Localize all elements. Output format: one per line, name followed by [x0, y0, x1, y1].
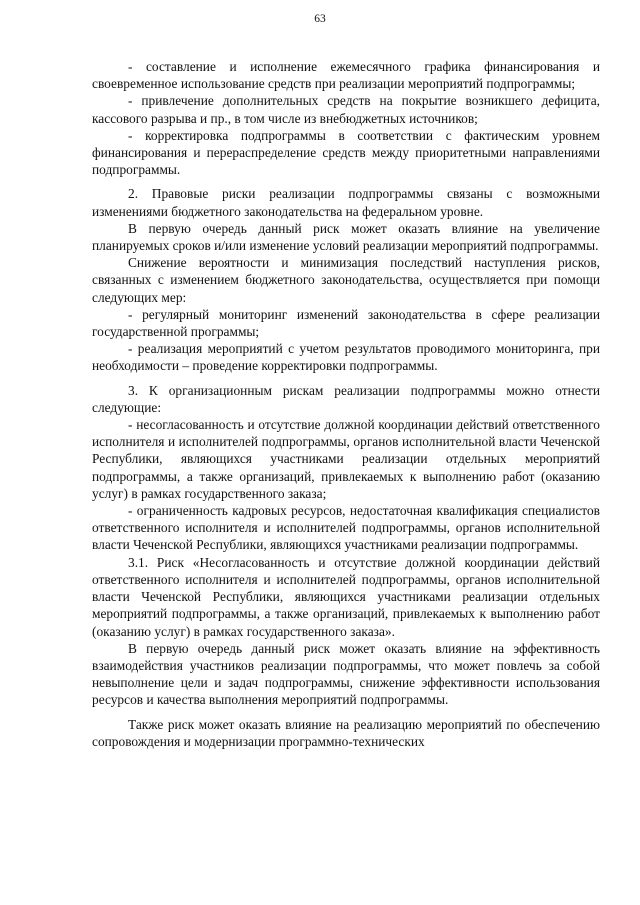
paragraph-risk-3-1-impact: В первую очередь данный риск может оказать влияние на эффективность взаимодействия участников реализации подпрограммы, что может повлечь за собой невыполнение цели и задач подпрограммы, снижение эффективности использования ресурсов и качества выполнения мероприятий подпрограммы. [92, 640, 600, 708]
bullet-legislation-monitoring: - регулярный мониторинг изменений законодательства в сфере реализации государственной программы; [92, 306, 600, 340]
paragraph-risk-3-1-additional: Также риск может оказать влияние на реализацию мероприятий по обеспечению сопровождения и модернизации программно-технических [92, 716, 600, 749]
paragraph-legal-risk-mitigation: Снижение вероятности и минимизация последствий наступления рисков, связанных с изменением бюджетного законодательства, осуществляется при помощи следующих мер: [92, 255, 600, 305]
bullet-monitoring-implementation: - реализация мероприятий с учетом результатов проводимого мониторинга, при необходимости – проведение корректировки подпрограммы. [92, 341, 600, 374]
bullet-coordination-lack: - несогласованность и отсутствие должной координации действий ответственного исполнителя и исполнителей подпрограммы, органов исполнительной власти Чеченской Республики, являющихся участниками реализации отдельных мероприятий подпрограммы, а также организаций, привлекаемых к выполнению работ (оказанию услуг) в рамках государственного заказа; [92, 417, 600, 501]
bullet-financing-schedule: - составление и исполнение ежемесячного графика финансирования и своевременное использование средств при реализации мероприятий подпрограммы; [92, 59, 600, 92]
page-content [92, 58, 600, 750]
bullet-staff-limitations: - ограниченность кадровых ресурсов, недостаточная квалификация специалистов ответственного исполнителя и исполнителей подпрограммы, органов исполнительной власти Чеченской Республики, являющихся участниками реализации подпрограммы. [92, 503, 600, 553]
bullet-additional-funds: - привлечение дополнительных средств на покрытие возникшего дефицита, кассового разрыва и пр., в том числе из внебюджетных источников; [92, 93, 600, 126]
page-number: 63 [314, 13, 326, 25]
bullet-program-adjustment: - корректировка подпрограммы в соответствии с фактическим уровнем финансирования и перераспределение средств между приоритетными направлениями подпрограммы. [92, 127, 600, 178]
paragraph-risk-3-1: 3.1. Риск «Несогласованность и отсутствие должной координации действий ответственного исполнителя и исполнителей подпрограммы, органов исполнительной власти Чеченской Республики, являющихся участниками реализации отдельных мероприятий подпрограммы, а также организаций, привлекаемых к выполнению работ (оказанию услуг) в рамках государственного заказа». [92, 554, 600, 639]
paragraph-legal-risk-impact: В первую очередь данный риск может оказать влияние на увеличение планируемых сроков и/или изменение условий реализации мероприятий подпрограммы. [92, 220, 600, 254]
paragraph-legal-risks: 2. Правовые риски реализации подпрограммы связаны с возможными изменениями бюджетного законодательства на федеральном уровне. [92, 186, 600, 219]
paragraph-organizational-risks: 3. К организационным рискам реализации подпрограммы можно отнести следующие: [92, 382, 600, 415]
